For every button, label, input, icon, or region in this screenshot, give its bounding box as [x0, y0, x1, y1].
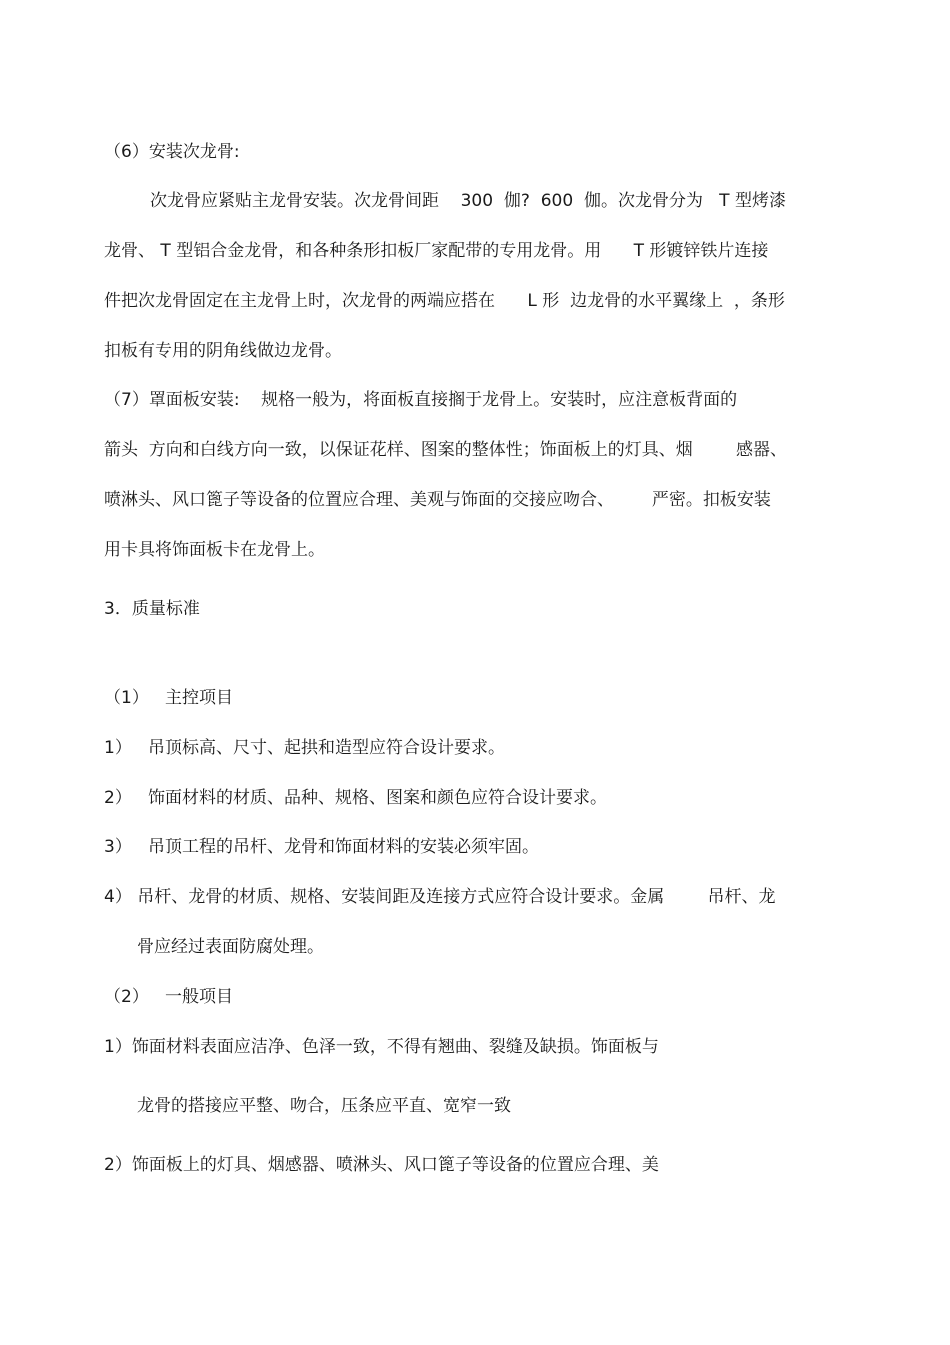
list-item-continuation: 骨应经过表面防腐处理。 — [137, 937, 324, 957]
list-item: 2） 饰面材料的材质、品种、规格、图案和颜色应符合设计要求。 — [104, 788, 608, 808]
list-item: 2）饰面板上的灯具、烟感器、喷淋头、风口篦子等设备的位置应合理、美 — [104, 1155, 659, 1175]
list-item: 4） 吊杆、龙骨的材质、规格、安装间距及连接方式应符合设计要求。金属 吊杆、龙 — [104, 887, 776, 907]
list-item: 1） 吊顶标高、尺寸、起拱和造型应符合设计要求。 — [104, 738, 506, 758]
paragraph-line: 箭头 方向和白线方向一致，以保证花样、图案的整体性；饰面板上的灯具、烟 感器、 — [104, 440, 788, 460]
subheading-general-items: （2） 一般项目 — [104, 987, 234, 1007]
heading-install-secondary-keel: （6）安装次龙骨: — [104, 142, 240, 162]
subheading-main-control-items: （1） 主控项目 — [104, 688, 234, 708]
heading-cover-panel-install: （7）罩面板安装: 规格一般为，将面板直接搁于龙骨上。安装时，应注意板背面的 — [104, 390, 738, 410]
list-item-continuation: 龙骨的搭接应平整、吻合，压条应平直、宽窄一致 — [137, 1096, 511, 1116]
list-item: 1）饰面材料表面应洁净、色泽一致，不得有翘曲、裂缝及缺损。饰面板与 — [104, 1037, 659, 1057]
section-heading-quality-standard: 3．质量标准 — [104, 599, 200, 619]
paragraph-line: 用卡具将饰面板卡在龙骨上。 — [104, 540, 325, 560]
paragraph-line: 龙骨、 T 型铝合金龙骨，和各种条形扣板厂家配带的专用龙骨。用 T 形镀锌铁片连接 — [104, 241, 769, 261]
paragraph-line: 次龙骨应紧贴主龙骨安装。次龙骨间距 300 伽? 600 伽。次龙骨分为 T 型烤漆 — [150, 191, 786, 211]
list-item: 3） 吊顶工程的吊杆、龙骨和饰面材料的安装必须牢固。 — [104, 837, 540, 857]
paragraph-line: 扣板有专用的阴角线做边龙骨。 — [104, 341, 342, 361]
paragraph-line: 件把次龙骨固定在主龙骨上时，次龙骨的两端应搭在 L 形 边龙骨的水平翼缘上 ，条形 — [104, 291, 785, 311]
paragraph-line: 喷淋头、风口篦子等设备的位置应合理、美观与饰面的交接应吻合、 严密。扣板安装 — [104, 490, 771, 510]
